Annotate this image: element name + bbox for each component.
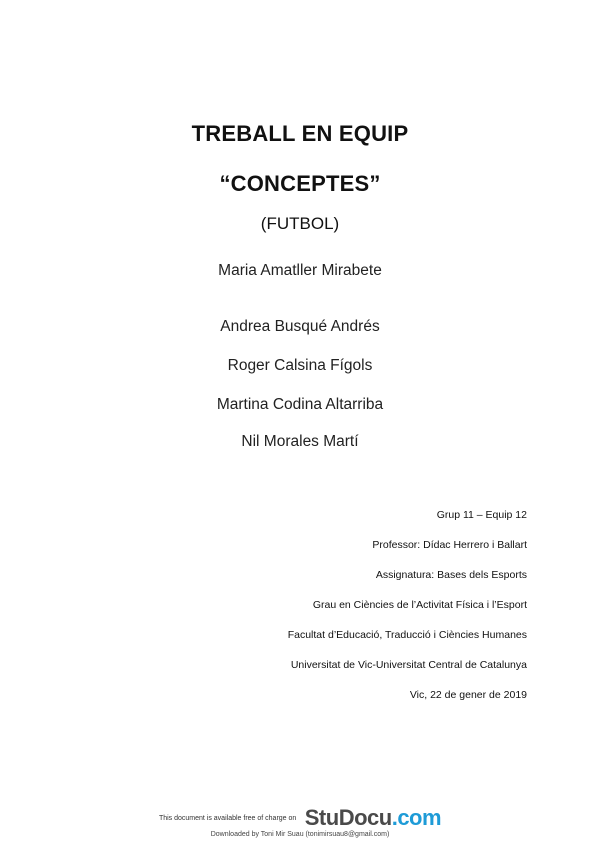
degree-info: Grau en Ciències de l’Activitat Física i l’Esport (312, 599, 527, 611)
faculty-info: Facultat d’Educació, Traducció i Ciències Humanes (287, 629, 527, 641)
title-line-1: TREBALL EN EQUIP (191, 121, 409, 146)
author-name: Martina Codina Altarriba (216, 396, 384, 413)
studocu-logo[interactable] (305, 805, 441, 830)
author-name: Roger Calsina Fígols (227, 357, 373, 374)
title-line-2: “CONCEPTES” (219, 171, 381, 196)
date-info: Vic, 22 de gener de 2019 (409, 689, 527, 701)
logo-text-studocu: StuDocu (304, 805, 392, 830)
professor-info: Professor: Dídac Herrero i Ballart (372, 539, 527, 551)
author-name: Andrea Busqué Andrés (220, 318, 380, 335)
studocu-footer (0, 805, 600, 831)
logo-text-com: .com (391, 805, 442, 830)
subject-info: Assignatura: Bases dels Esports (375, 569, 527, 581)
subtitle: (FUTBOL) (260, 214, 340, 233)
author-name: Nil Morales Martí (241, 433, 359, 450)
university-info: Universitat de Vic-Universitat Central de Catalunya (290, 659, 527, 671)
downloaded-by-text: Downloaded by Toni Mir Suau (tonimirsuau8@gmail.com) (210, 831, 390, 838)
group-info: Grup 11 – Equip 12 (436, 509, 527, 521)
availability-text: This document is available free of charge on (158, 814, 297, 822)
author-name: Maria Amatller Mirabete (218, 262, 382, 279)
